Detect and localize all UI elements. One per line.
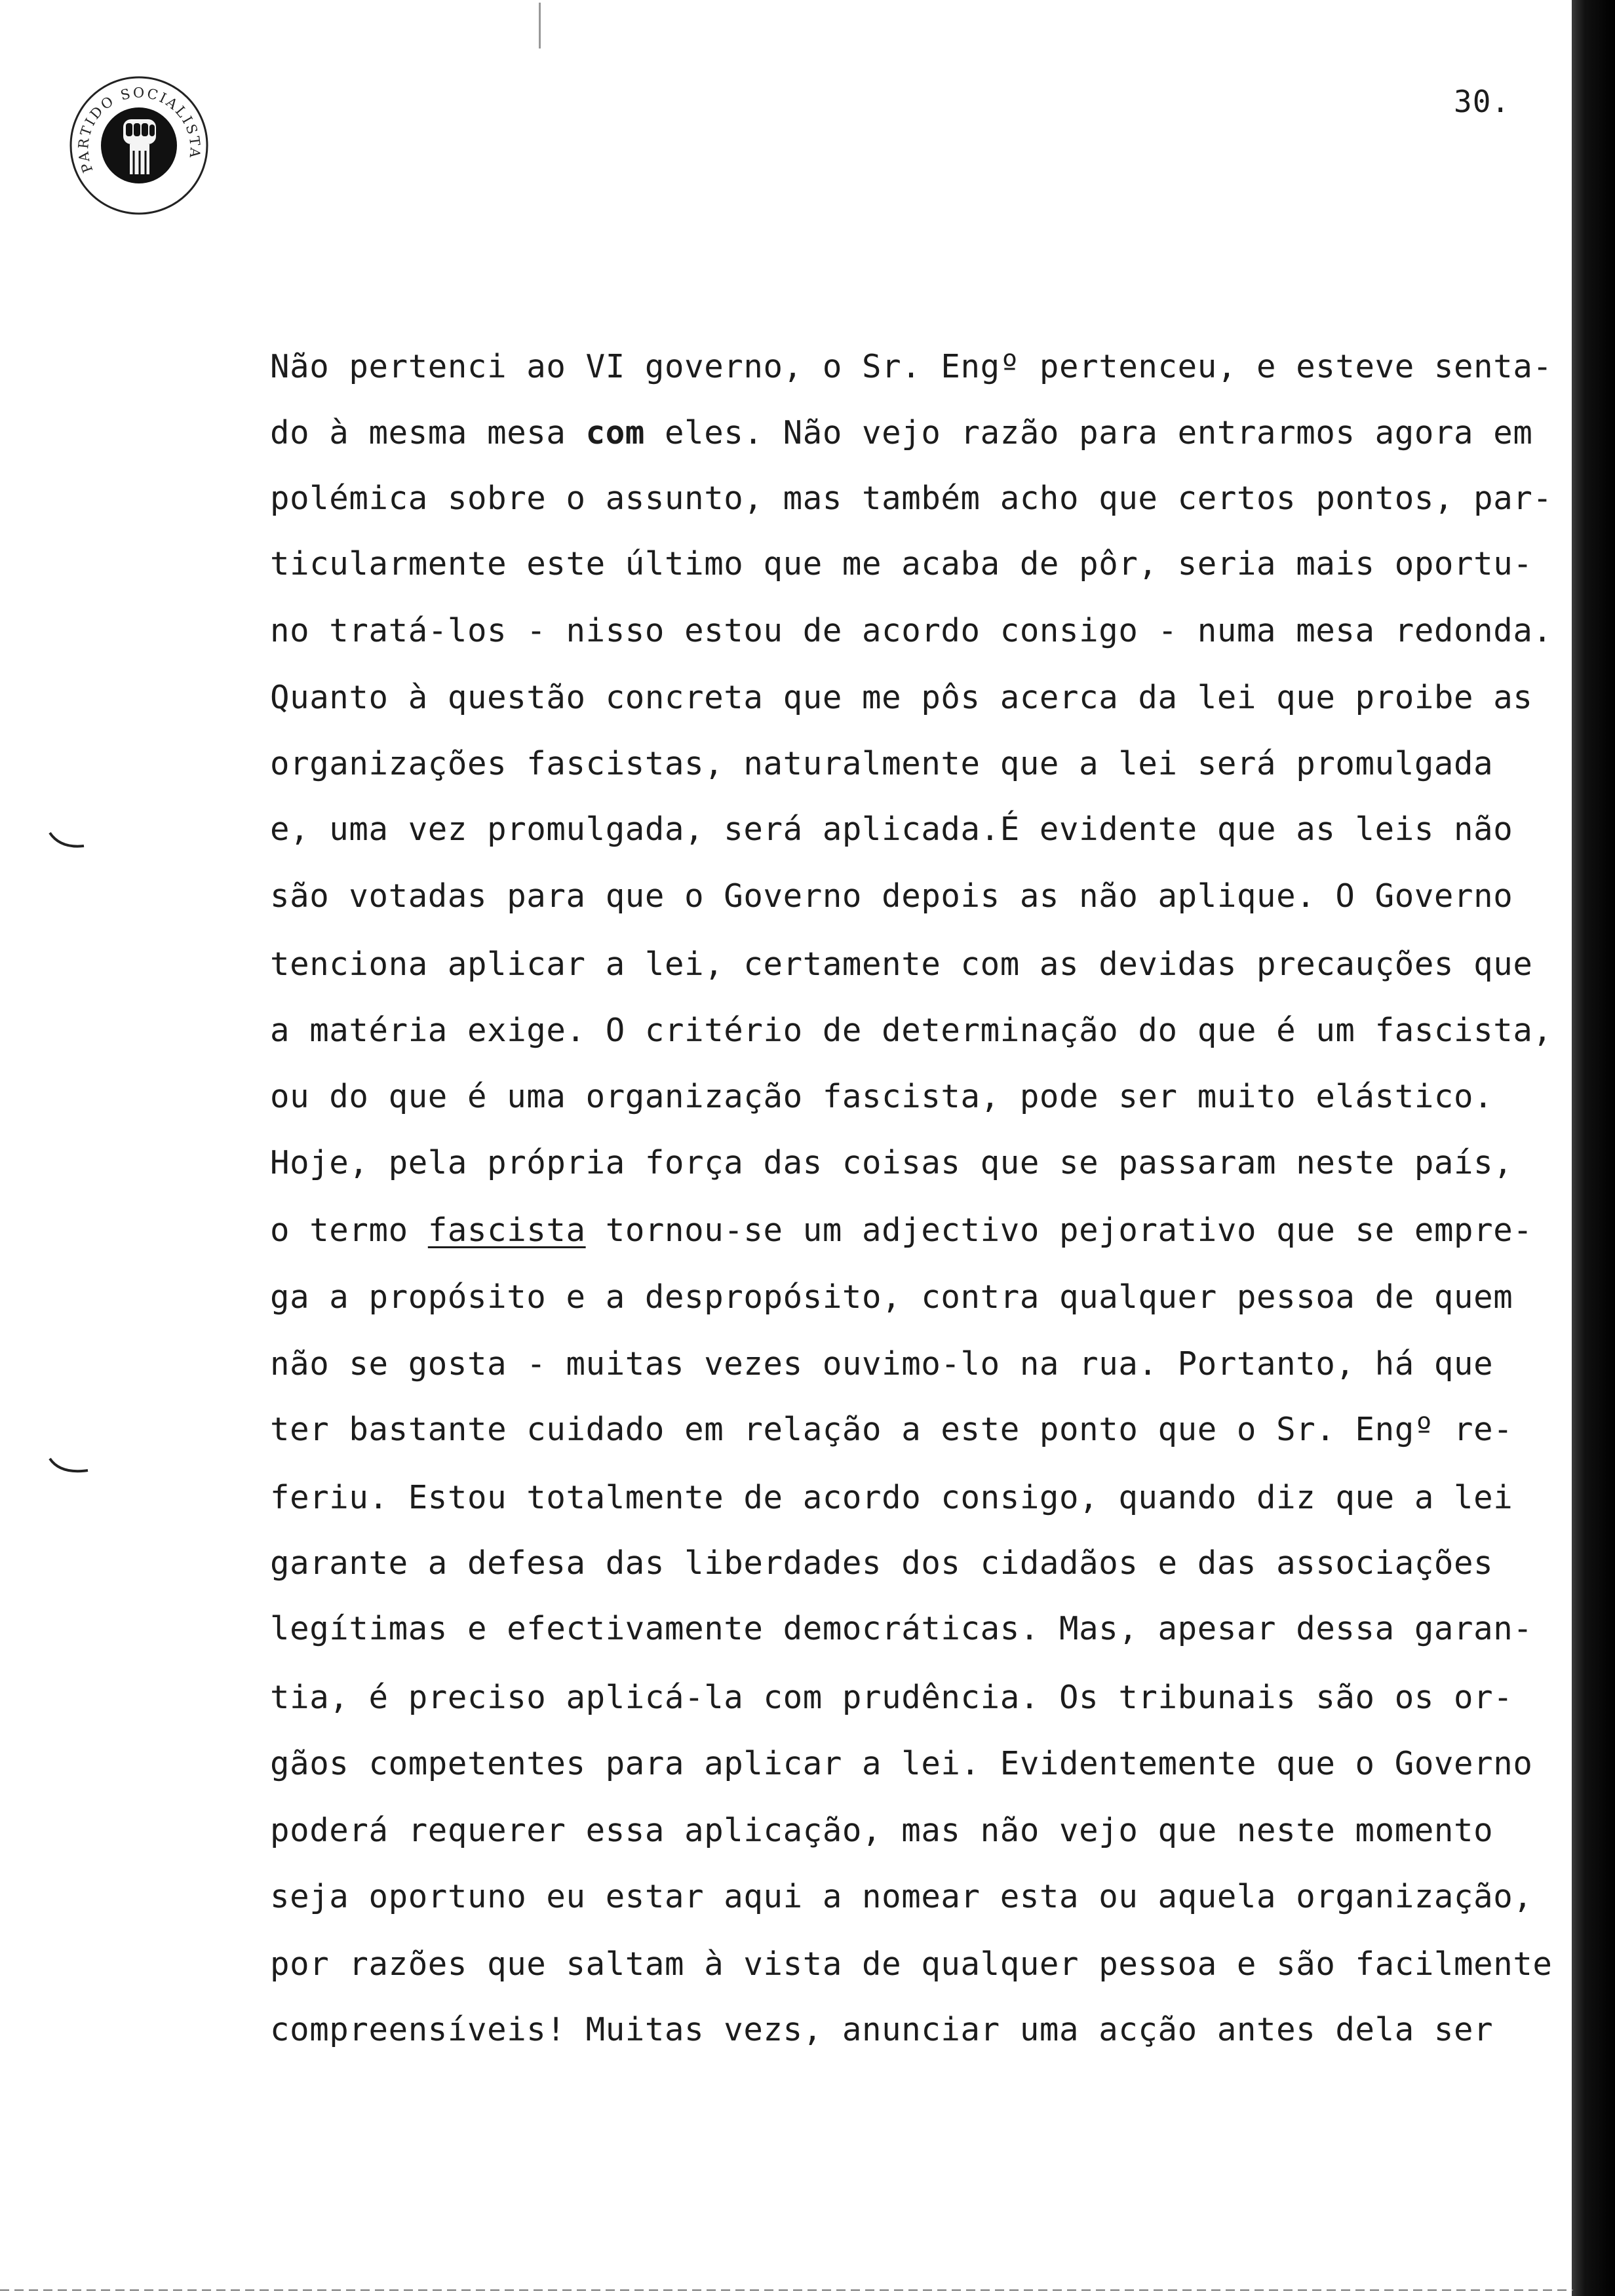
- text-line: ga a propósito e a despropósito, contra qualquer pessoa de quem: [270, 1278, 1513, 1316]
- text-line: seja oportuno eu estar aqui a nomear esta ou aquela organização,: [270, 1878, 1533, 1915]
- text-line: [270, 413, 1532, 453]
- text-line: são votadas para que o Governo depois as não aplique. O Governo: [270, 877, 1513, 915]
- underlined-word: fascista: [427, 1212, 586, 1249]
- text-line: [270, 1211, 1532, 1250]
- text-line: ticularmente este último que me acaba de pôr, seria mais oportu-: [270, 545, 1533, 583]
- text-line: ter bastante cuidado em relação a este ponto que o Sr. Engº re-: [270, 1411, 1513, 1448]
- text-line: polémica sobre o assunto, mas também acho que certos pontos, par-: [270, 480, 1553, 517]
- text-line: compreensíveis! Muitas vezs, anunciar uma acção antes dela ser: [270, 2011, 1494, 2048]
- text-line: tenciona aplicar a lei, certamente com as devidas precauções que: [270, 946, 1533, 983]
- margin-mark: [47, 1455, 93, 1481]
- text-line: organizações fascistas, naturalmente que a lei será promulgada: [270, 745, 1494, 782]
- text-segment: eles. Não vejo razão para entrarmos agora em: [644, 414, 1533, 451]
- text-line: garante a defesa das liberdades dos cidadãos e das associações: [270, 1544, 1494, 1582]
- text-line: no tratá-los - nisso estou de acordo consigo - numa mesa redonda.: [270, 612, 1553, 649]
- scan-bottom-edge: [0, 2289, 1573, 2291]
- text-segment: o termo: [270, 1212, 428, 1249]
- text-line: Hoje, pela própria força das coisas que se passaram neste país,: [270, 1144, 1513, 1181]
- bold-word: com: [585, 414, 645, 451]
- text-segment: tornou-se um adjectivo pejorativo que se empre-: [585, 1212, 1533, 1249]
- text-line: feriu. Estou totalmente de acordo consigo, quando diz que a lei: [270, 1479, 1513, 1516]
- text-line: ou do que é uma organização fascista, pode ser muito elástico.: [270, 1078, 1494, 1115]
- logo-lettering: PARTIDO SOCIALISTA: [75, 85, 203, 175]
- text-line: por razões que saltam à vista de qualquer pessoa e são facilmente: [270, 1945, 1553, 1983]
- margin-mark: [47, 829, 93, 855]
- text-line: e, uma vez promulgada, será aplicada.É evidente que as leis não: [270, 811, 1513, 848]
- text-line: poderá requerer essa aplicação, mas não vejo que neste momento: [270, 1812, 1494, 1849]
- page-number: 30.: [1454, 84, 1511, 119]
- text-line: não se gosta - muitas vezes ouvimo-lo na rua. Portanto, há que: [270, 1345, 1494, 1383]
- text-line: Não pertenci ao VI governo, o Sr. Engº pertenceu, e esteve senta-: [270, 348, 1553, 385]
- scan-edge-shadow: [1572, 0, 1615, 2296]
- text-line: tia, é preciso aplicá-la com prudência. Os tribunais são os or-: [270, 1679, 1513, 1716]
- text-segment: do à mesma mesa: [270, 414, 586, 451]
- text-line: a matéria exige. O critério de determinação do que é um fascista,: [270, 1012, 1553, 1049]
- text-line: legítimas e efectivamente democráticas. Mas, apesar dessa garan-: [270, 1610, 1533, 1647]
- text-line: gãos competentes para aplicar a lei. Evidentemente que o Governo: [270, 1745, 1533, 1782]
- text-line: Quanto à questão concreta que me pôs acerca da lei que proibe as: [270, 679, 1533, 716]
